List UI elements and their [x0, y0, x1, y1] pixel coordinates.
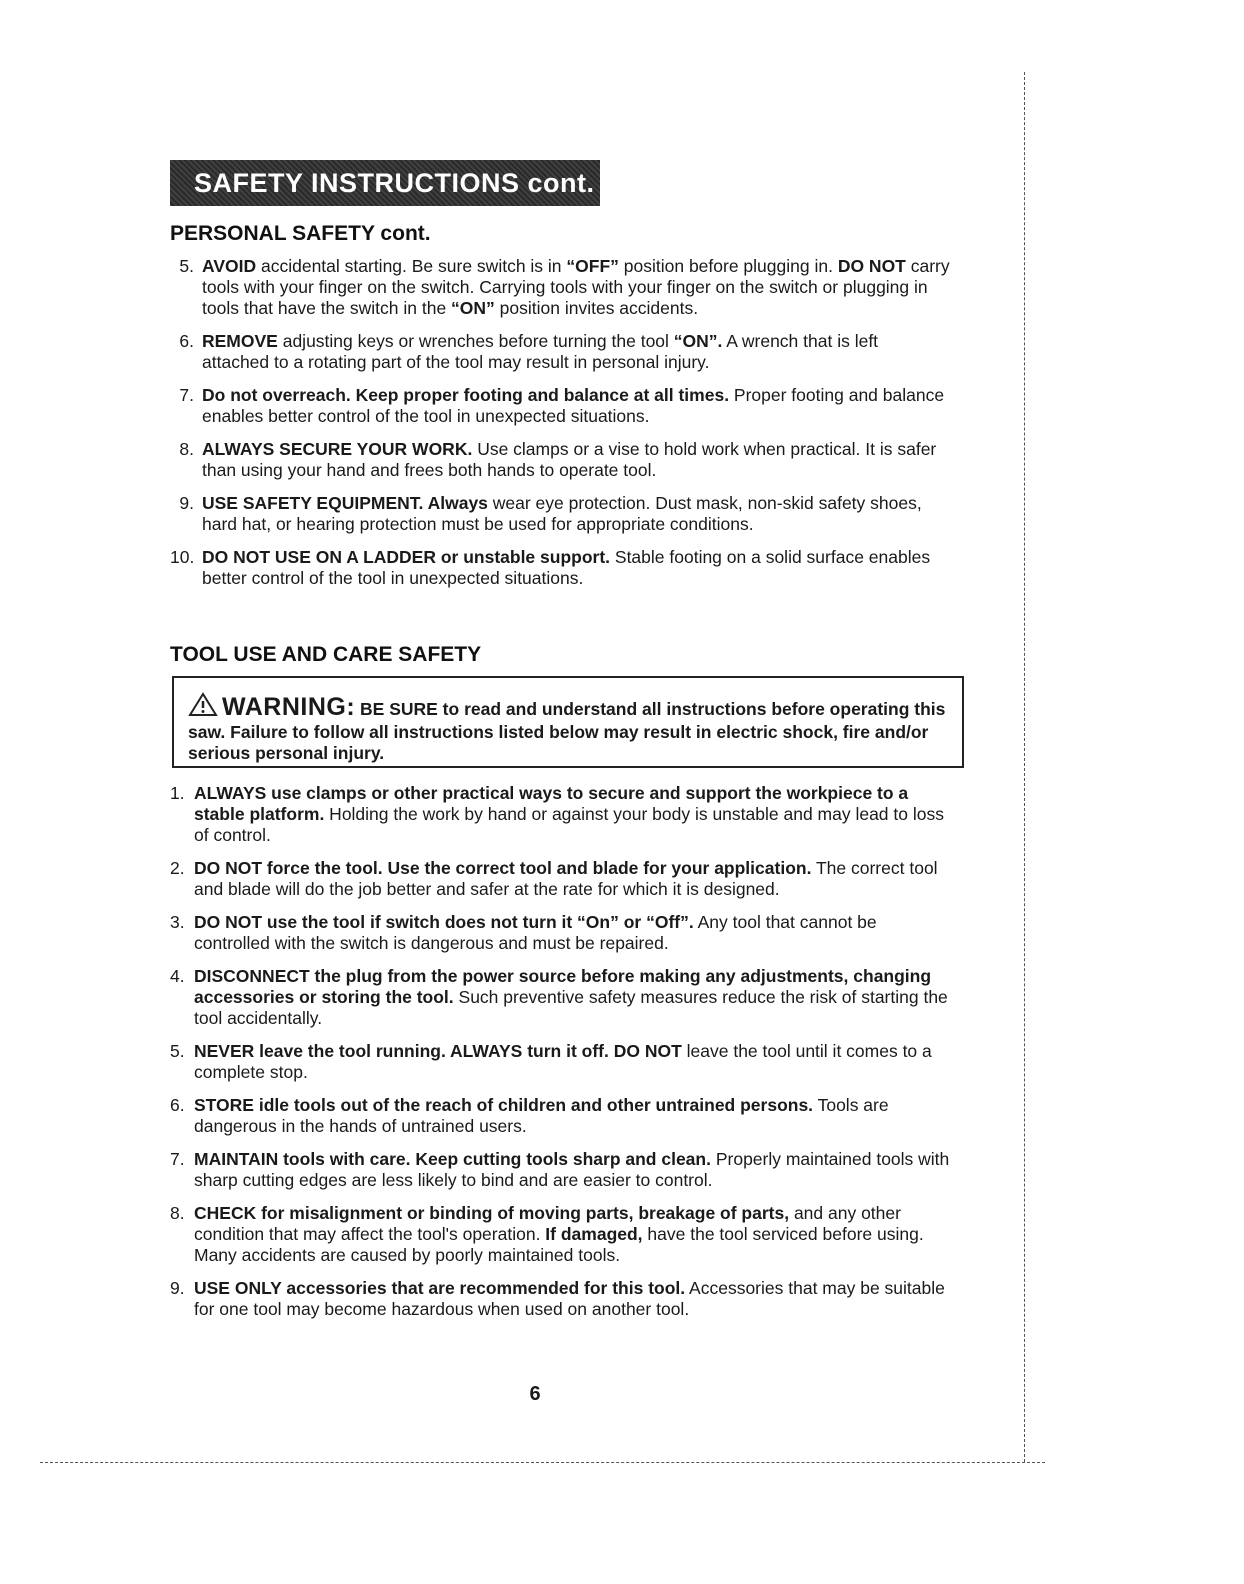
- list-item: [170, 1041, 950, 1083]
- item-emphasis-text: USE ONLY accessories that are recommended for this tool.: [194, 1278, 686, 1298]
- list-item: [170, 858, 950, 900]
- item-number: 9.: [170, 1278, 185, 1298]
- item-emphasis-text: MAINTAIN tools with care. Keep cutting tools sharp and clean.: [194, 1149, 711, 1169]
- item-number: 7.: [170, 1149, 185, 1169]
- item-text: and any other condition that may affect the tool's operation.: [194, 1203, 901, 1244]
- item-number: 8.: [179, 439, 194, 459]
- list-item: [170, 547, 950, 589]
- list-item: [170, 439, 950, 481]
- item-emphasis-text: “ON”.: [673, 331, 723, 351]
- item-text: Properly maintained tools with sharp cutting edges are less likely to bind and are easier to control.: [194, 1149, 950, 1190]
- item-emphasis-text: REMOVE: [202, 331, 278, 351]
- section-header-bar: [170, 160, 600, 206]
- list-item: [170, 1278, 950, 1320]
- list-item: [170, 966, 950, 1029]
- item-number: 2.: [170, 858, 185, 878]
- tool-use-list: [170, 783, 950, 1332]
- personal-safety-heading: PERSONAL SAFETY cont.: [170, 222, 431, 245]
- item-text: A wrench that is left attached to a rotating part of the tool may result in personal injury.: [202, 331, 879, 372]
- item-text: Holding the work by hand or against your body is unstable and may lead to loss of control.: [194, 804, 944, 845]
- item-text: Tools are dangerous in the hands of untrained users.: [194, 1095, 889, 1136]
- item-emphasis-text: “OFF”: [566, 256, 619, 276]
- item-text: Proper footing and balance enables better control of the tool in unexpected situations.: [202, 385, 945, 426]
- item-emphasis-text: DO NOT: [837, 256, 906, 276]
- item-text: The correct tool and blade will do the job better and safer at the rate for which it is designed.: [194, 858, 938, 899]
- item-emphasis-text: Do not overreach. Keep proper footing and balance at all times.: [202, 385, 730, 405]
- item-emphasis-text: AVOID: [202, 256, 257, 276]
- list-item: [170, 783, 950, 846]
- item-number: 5.: [179, 256, 194, 276]
- item-number: 4.: [170, 966, 185, 986]
- item-number: 9.: [179, 493, 194, 513]
- item-emphasis-text: STORE idle tools out of the reach of children and other untrained persons.: [194, 1095, 814, 1115]
- list-item: [170, 493, 950, 535]
- item-text: carry tools with your finger on the switch. Carrying tools with your finger on the switch or plugging in tools that have the switch in the: [202, 256, 950, 318]
- warning-title: WARNING:: [222, 693, 356, 721]
- item-emphasis-text: “ON”: [451, 298, 495, 318]
- item-emphasis-text: DO NOT force the tool. Use the correct tool and blade for your application.: [194, 858, 812, 878]
- list-item: [170, 1095, 950, 1137]
- personal-safety-list: [170, 256, 950, 601]
- item-emphasis-text: DO NOT USE ON A LADDER or unstable support.: [202, 547, 611, 567]
- item-emphasis-text: CHECK for misalignment or binding of moving parts, breakage of parts,: [194, 1203, 790, 1223]
- section-header-title: SAFETY INSTRUCTIONS cont.: [194, 168, 595, 198]
- list-item: [170, 331, 950, 373]
- item-text: accidental starting. Be sure switch is in: [256, 256, 567, 276]
- item-text: Accessories that may be suitable for one tool may become hazardous when used on another tool.: [194, 1278, 945, 1319]
- list-item: [170, 256, 950, 319]
- item-number: 3.: [170, 912, 185, 932]
- item-emphasis-text: NEVER leave the tool running. ALWAYS turn it off. DO NOT: [194, 1041, 682, 1061]
- page-number: 6: [529, 1383, 541, 1405]
- item-number: 6.: [179, 331, 194, 351]
- item-text: position invites accidents.: [494, 298, 699, 318]
- item-emphasis-text: DO NOT use the tool if switch does not turn it “On” or “Off”.: [194, 912, 694, 932]
- item-text: position before plugging in.: [618, 256, 838, 276]
- warning-triangle-icon: [188, 692, 218, 722]
- item-text: adjusting keys or wrenches before turning the tool: [277, 331, 674, 351]
- item-text: Any tool that cannot be controlled with the switch is dangerous and must be repaired.: [194, 912, 877, 953]
- item-emphasis-text: ALWAYS use clamps or other practical ways to secure and support the workpiece to a stable platform.: [194, 783, 909, 824]
- item-number: 5.: [170, 1041, 185, 1061]
- item-number: 8.: [170, 1203, 185, 1223]
- item-text: leave the tool until it comes to a complete stop.: [194, 1041, 932, 1082]
- tool-use-heading: TOOL USE AND CARE SAFETY: [170, 643, 482, 666]
- item-emphasis-text: USE SAFETY EQUIPMENT. Always: [202, 493, 488, 513]
- item-number: 6.: [170, 1095, 185, 1115]
- item-text: Stable footing on a solid surface enables better control of the tool in unexpected situations.: [202, 547, 931, 588]
- item-number: 7.: [179, 385, 194, 405]
- list-item: [170, 912, 950, 954]
- item-emphasis-text: DISCONNECT the plug from the power source before making any adjustments, changing accessories or storing the tool.: [194, 966, 932, 1007]
- warning-text: BE SURE to read and understand all instructions before operating this saw. Failure to follow all instructions listed below may result in electric shock, fire and/or serious personal injury.: [188, 699, 946, 763]
- right-margin-rule: [1024, 72, 1025, 1462]
- item-emphasis-text: If damaged,: [545, 1224, 643, 1244]
- item-number: 1.: [170, 783, 185, 803]
- item-text: have the tool serviced before using. Many accidents are caused by poorly maintained tools.: [194, 1224, 924, 1265]
- warning-box: [172, 676, 964, 768]
- item-text: Such preventive safety measures reduce the risk of starting the tool accidentally.: [194, 987, 948, 1028]
- item-text: Use clamps or a vise to hold work when practical. It is safer than using your hand and frees both hands to operate tool.: [202, 439, 937, 480]
- item-text: wear eye protection. Dust mask, non-skid safety shoes, hard hat, or hearing protection must be used for appropriate conditions.: [202, 493, 922, 534]
- list-item: [170, 1149, 950, 1191]
- list-item: [170, 1203, 950, 1266]
- item-emphasis-text: ALWAYS SECURE YOUR WORK.: [202, 439, 473, 459]
- bottom-margin-rule: [40, 1462, 1045, 1463]
- item-number: 10.: [170, 547, 195, 567]
- list-item: [170, 385, 950, 427]
